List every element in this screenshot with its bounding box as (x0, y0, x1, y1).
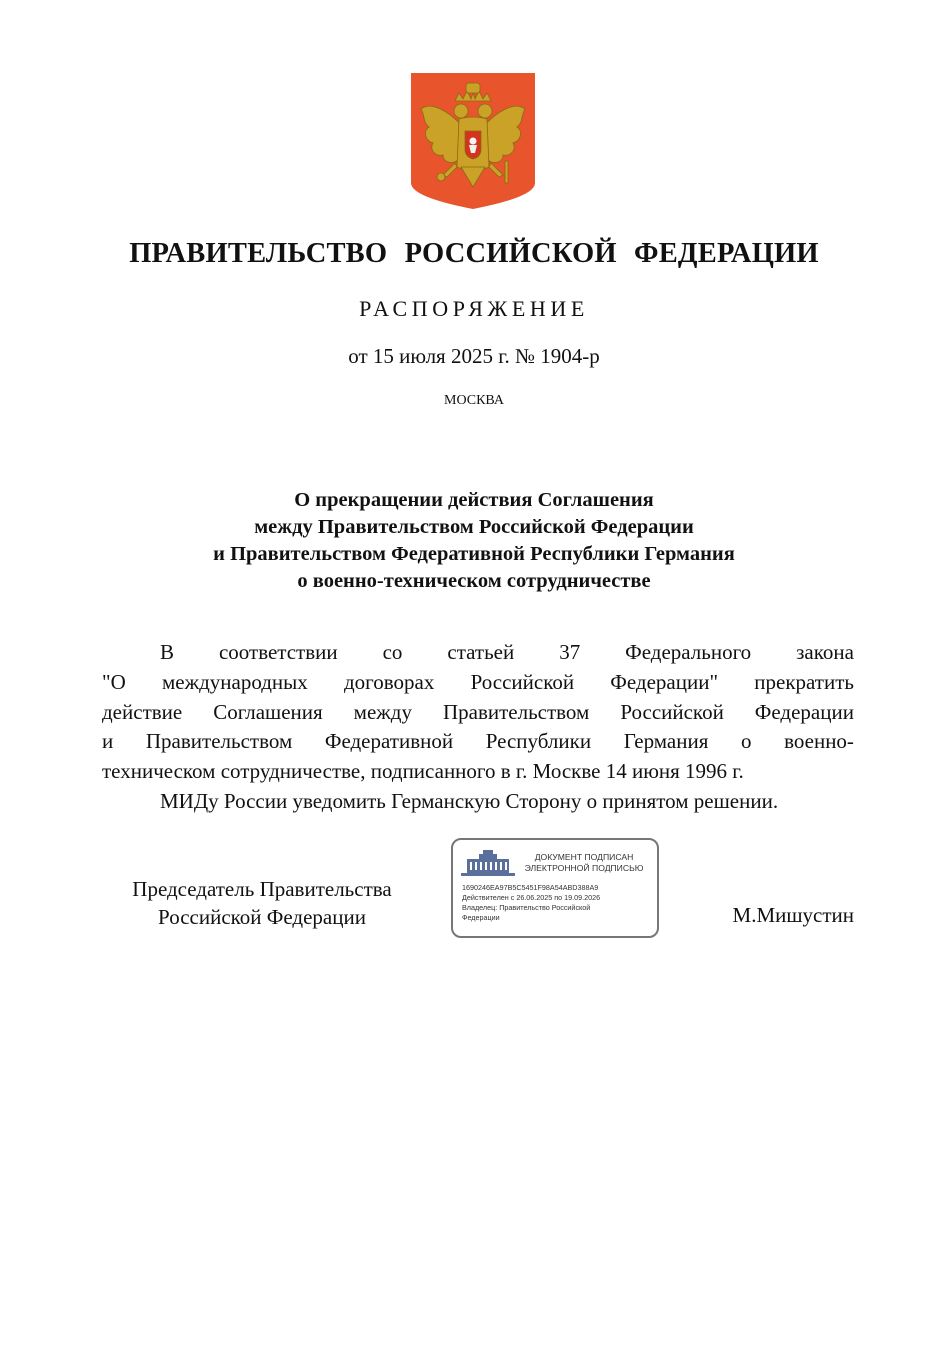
subject-line: О прекращении действия Соглашения (294, 489, 654, 511)
subject-line: о военно-техническом сотрудничестве (297, 570, 651, 592)
body-word: Федерации" (610, 669, 719, 694)
stamp-header-line: ЭЛЕКТРОННОЙ ПОДПИСЬЮ (524, 863, 644, 873)
body-word: договорах (343, 669, 435, 694)
stamp-info (462, 883, 654, 923)
body-word: В (160, 640, 175, 664)
body-word: прекратить (754, 669, 854, 694)
body-word: Федерации (754, 699, 854, 724)
certificate-serial: 1690246EA97B5C5451F98A54ABD388A9 (462, 883, 599, 892)
body-word: действие (102, 699, 183, 724)
signer-title (102, 875, 422, 931)
certificate-owner: Федерации (462, 913, 500, 922)
body-word: военно- (784, 729, 854, 754)
body-word: Республики (485, 729, 592, 754)
body-word: Федеративной (324, 729, 454, 754)
body-word: Российской (620, 699, 724, 724)
body-word: Российской (470, 669, 575, 694)
stamp-header-line: ДОКУМЕНТ ПОДПИСАН (534, 852, 634, 862)
electronic-signature-stamp (451, 838, 659, 938)
document-type: РАСПОРЯЖЕНИЕ (359, 296, 589, 321)
body-line: техническом сотрудничестве, подписанного в г. Москве 14 июня 1996 г. (102, 759, 744, 784)
government-title: ПРАВИТЕЛЬСТВО РОССИЙСКОЙ ФЕДЕРАЦИИ (129, 238, 819, 269)
body-word: Федерального (625, 640, 752, 664)
body-word: Правительством (442, 699, 590, 724)
body-line (102, 698, 854, 728)
body-word: со (382, 640, 403, 664)
body-word: международных (161, 669, 308, 694)
body-word: соответствии (218, 640, 338, 664)
document-subject (0, 487, 948, 595)
body-line (102, 727, 854, 757)
body-word: "О (102, 669, 126, 694)
document-body (102, 638, 854, 817)
stamp-header (515, 852, 653, 874)
signer-title-line: Российской Федерации (158, 905, 366, 929)
body-word: между (353, 699, 412, 724)
body-word: Германия (623, 729, 709, 754)
subject-line: между Правительством Российской Федерации (254, 516, 694, 538)
certificate-validity: Действителен с 26.06.2025 по 19.09.2026 (462, 893, 601, 902)
body-word: о (740, 729, 752, 754)
government-building-icon (461, 848, 515, 876)
signer-title-line: Председатель Правительства (132, 877, 392, 901)
certificate-owner: Владелец: Правительство Российской (462, 903, 591, 912)
body-word: закона (796, 640, 854, 664)
body-line: МИДу России уведомить Германскую Сторону о принятом решении. (160, 788, 779, 813)
body-word: статьей (447, 640, 515, 664)
body-line (102, 638, 854, 668)
russian-coat-of-arms-icon (409, 71, 537, 211)
body-word: Соглашения (213, 699, 323, 724)
subject-line: и Правительством Федеративной Республики Германия (213, 543, 735, 565)
document-city: МОСКВА (444, 393, 504, 408)
signer-name: М.Мишустин (732, 903, 854, 927)
body-word: и (102, 729, 114, 754)
body-word: 37 (559, 640, 581, 664)
document-date-number: от 15 июля 2025 г. № 1904-р (348, 344, 600, 368)
body-word: Правительством (145, 729, 293, 754)
body-line (102, 668, 854, 698)
